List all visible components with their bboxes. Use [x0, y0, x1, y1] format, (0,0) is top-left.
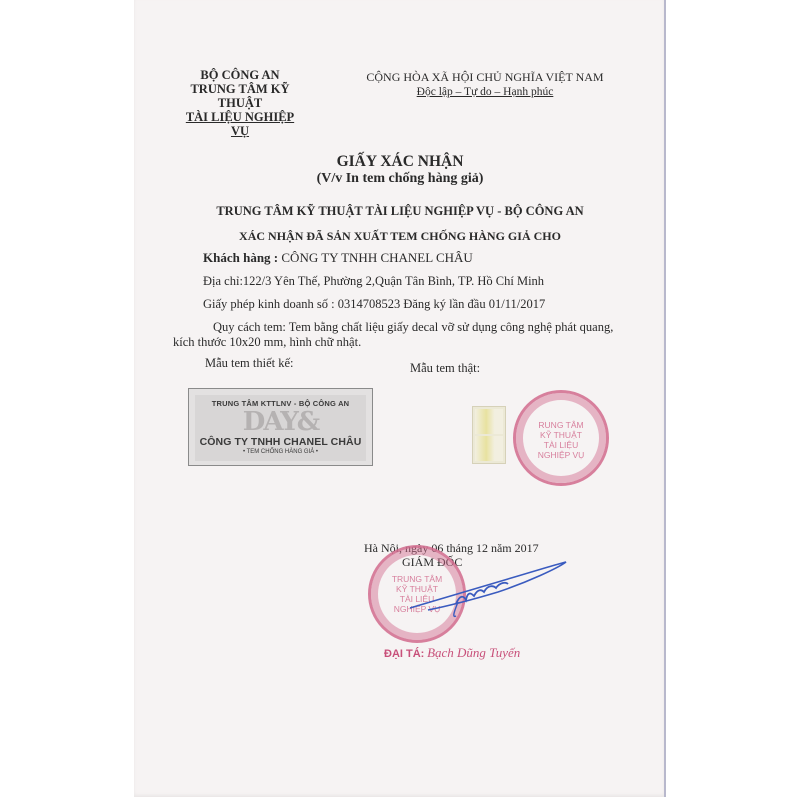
business-license-line: Giấy phép kinh doanh số : 0314708523 Đăng ký lần đầu 01/11/2017: [203, 297, 546, 311]
stamp-spec-line1: Quy cách tem: Tem bằng chất liệu giấy decal vỡ sử dụng công nghệ phát quang,: [213, 320, 614, 334]
customer-line: [203, 250, 473, 266]
design-stamp-company: CÔNG TY TNHH CHANEL CHÂU: [199, 436, 362, 448]
ministry-name: BỘ CÔNG AN: [200, 68, 280, 82]
design-stamp-top-text: TRUNG TÂM KTTLNV - BỘ CÔNG AN: [211, 399, 350, 408]
address-line: Địa chỉ:122/3 Yên Thế, Phường 2,Quận Tân Bình, TP. Hồ Chí Minh: [203, 274, 545, 288]
seal-text-line: KỸ THUẬT: [396, 584, 438, 594]
real-sample-stamp: [472, 406, 506, 464]
document-subtitle: (V/v In tem chống hàng giả): [316, 171, 484, 186]
center-name-line2: TÀI LIỆU NGHIỆP VỤ: [185, 110, 295, 138]
design-sample-label: Mẫu tem thiết kế:: [205, 356, 294, 370]
issuing-agency-header: [180, 68, 300, 138]
issuer-line: TRUNG TÂM KỸ THUẬT TÀI LIỆU NGHIỆP VỤ - BỘ CÔNG AN: [216, 204, 584, 218]
seal-text-line: NGHIỆP VỤ: [537, 450, 585, 460]
nation-name: CỘNG HÒA XÃ HỘI CHỦ NGHĨA VIỆT NAM: [366, 70, 604, 84]
stamp-spec-line2: kích thước 10x20 mm, hình chữ nhật.: [173, 335, 362, 349]
national-header: [365, 70, 605, 100]
seal-text-line: KỸ THUẬT: [540, 430, 582, 440]
seal-text-line: TRUNG TÂM: [391, 574, 443, 584]
signer-name: Bạch Dũng Tuyến: [427, 645, 521, 660]
customer-label: Khách hàng :: [203, 250, 279, 265]
seal-text-line: TÀI LIỆU: [543, 440, 579, 450]
center-name-line1: TRUNG TÂM KỸ THUẬT: [190, 82, 290, 110]
document-title: GIẤY XÁC NHẬN: [336, 153, 464, 170]
design-stamp-tagline: • TEM CHỐNG HÀNG GIẢ •: [242, 449, 319, 455]
signer-position: GIÁM ĐỐC: [402, 555, 463, 569]
handwritten-signature-icon: [408, 560, 568, 620]
signer-rank: ĐẠI TÁ:: [384, 648, 425, 660]
seal-text-line: NGHIỆP VỤ: [393, 604, 441, 614]
customer-name: CÔNG TY TNHH CHANEL CHÂU: [281, 250, 473, 265]
seal-text-line: TÀI LIỆU: [399, 594, 435, 604]
confirmation-line: XÁC NHẬN ĐÃ SẢN XUẤT TEM CHỐNG HÀNG GIẢ CHO: [239, 229, 561, 243]
signer-name-line: [384, 645, 520, 661]
real-stamp-cell: [475, 409, 503, 434]
design-stamp-logo: DAY&: [242, 407, 319, 437]
national-motto: Độc lập – Tự do – Hạnh phúc: [416, 86, 554, 98]
real-stamp-cell: [475, 436, 503, 461]
official-seal-icon: [513, 390, 609, 486]
real-sample-label: Mẫu tem thật:: [410, 361, 481, 375]
seal-text-line: RUNG TÂM: [538, 420, 584, 430]
design-sample-stamp: [188, 388, 373, 466]
issue-date: Hà Nội, ngày 06 tháng 12 năm 2017: [364, 541, 539, 555]
